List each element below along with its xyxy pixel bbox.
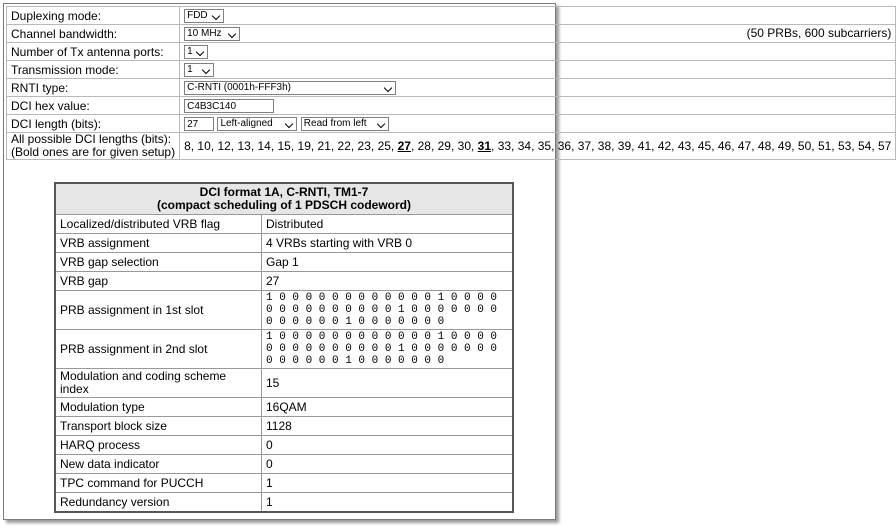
chevron-down-icon — [227, 28, 239, 40]
chevron-down-icon — [376, 118, 388, 130]
result-field-name: Modulation and coding scheme index — [55, 369, 262, 398]
bandwidth-label: Channel bandwidth: — [7, 25, 180, 43]
duplexing-value: FDD — [187, 10, 208, 22]
result-field-name: Localized/distributed VRB flag — [55, 215, 262, 234]
duplexing-select[interactable] — [184, 9, 224, 23]
result-field-name: VRB assignment — [55, 234, 262, 253]
bandwidth-note: (50 PRBs, 600 subcarriers) — [746, 26, 892, 41]
result-row — [55, 253, 513, 272]
result-field-value: 16QAM — [262, 398, 514, 417]
result-row — [55, 398, 513, 417]
antenna-value: 1 — [187, 46, 193, 58]
rnti-row — [7, 79, 896, 97]
antenna-row — [7, 43, 896, 61]
highlighted-length: 31 — [477, 138, 492, 153]
result-row — [55, 455, 513, 474]
result-field-value: 0 — [262, 455, 514, 474]
rnti-value: C-RNTI (0001h-FFF3h) — [187, 82, 291, 94]
alignment-value: Left-aligned — [220, 118, 273, 130]
rnti-select[interactable] — [184, 81, 396, 95]
result-field-value: 15 — [262, 369, 514, 398]
result-field-value: 27 — [262, 272, 514, 291]
result-field-name: TPC command for PUCCH — [55, 474, 262, 493]
result-row — [55, 436, 513, 455]
result-row — [55, 272, 513, 291]
chevron-down-icon — [284, 118, 296, 130]
tm-row — [7, 61, 896, 79]
possible-lengths-row — [7, 133, 896, 160]
dcilen-input[interactable]: 27 — [184, 117, 214, 131]
result-field-name: Modulation type — [55, 398, 262, 417]
result-field-name: New data indicator — [55, 455, 262, 474]
highlighted-length: 27 — [397, 138, 411, 153]
result-field-name: VRB gap — [55, 272, 262, 291]
bandwidth-value: 10 MHz — [187, 28, 222, 40]
tm-value: 1 — [187, 64, 193, 76]
result-field-value: 1128 — [262, 417, 514, 436]
possible-lengths-label: All possible DCI lengths (bits): (Bold ones are for given setup) — [7, 133, 180, 160]
dcilen-label: DCI length (bits): — [7, 115, 180, 133]
result-field-value: 4 VRBs starting with VRB 0 — [262, 234, 514, 253]
chevron-down-icon — [211, 10, 223, 22]
antenna-label: Number of Tx antenna ports: — [7, 43, 180, 61]
alignment-select[interactable] — [217, 117, 297, 131]
dcihex-label: DCI hex value: — [7, 97, 180, 115]
bandwidth-select[interactable] — [184, 27, 240, 41]
result-row — [55, 291, 513, 330]
result-row — [55, 234, 513, 253]
result-field-name: Transport block size — [55, 417, 262, 436]
result-field-value: Gap 1 — [262, 253, 514, 272]
tm-label: Transmission mode: — [7, 61, 180, 79]
result-field-name: PRB assignment in 1st slot — [55, 291, 262, 330]
result-field-value: 0 — [262, 436, 514, 455]
dci-input-form — [6, 6, 896, 160]
possible-lengths-values: 8, 10, 12, 13, 14, 15, 19, 21, 22, 23, 25, 27, 28, 29, 30, 31, 33, 34, 35, 36, 37, 38, 39, 41, 42, 43, 45, 46, 47, 48, 49, 50, 51, 53, 54, 57 — [180, 133, 896, 160]
rnti-label: RNTI type: — [7, 79, 180, 97]
chevron-down-icon — [383, 82, 395, 94]
result-field-name: PRB assignment in 2nd slot — [55, 330, 262, 369]
chevron-down-icon — [201, 64, 213, 76]
result-body — [55, 215, 513, 513]
dcihex-row — [7, 97, 896, 115]
dci-decode-result — [54, 182, 514, 513]
result-title: DCI format 1A, C-RNTI, TM1-7 (compact scheduling of 1 PDSCH codeword) — [55, 183, 513, 215]
dcihex-input[interactable]: C4B3C140 — [184, 99, 274, 113]
read-direction-select[interactable] — [301, 117, 389, 131]
result-row — [55, 474, 513, 493]
bandwidth-row — [7, 25, 896, 43]
result-row — [55, 215, 513, 234]
chevron-down-icon — [195, 46, 207, 58]
result-field-name: HARQ process — [55, 436, 262, 455]
duplexing-row — [7, 7, 896, 25]
tm-select[interactable] — [184, 63, 214, 77]
read-direction-value: Read from left — [303, 118, 367, 130]
result-field-value: 1 — [262, 474, 514, 493]
result-field-name: Redundancy version — [55, 493, 262, 513]
duplexing-label: Duplexing mode: — [7, 7, 180, 25]
result-field-value: 1 0 0 0 0 0 0 0 0 0 0 0 0 1 0 0 0 0 0 0 0 0 0 0 0 0 0 0 1 0 0 0 0 0 0 0 0 0 0 0 0 0 1 0 0 0 0 0 0 0 — [262, 291, 514, 330]
result-field-name: VRB gap selection — [55, 253, 262, 272]
result-row — [55, 417, 513, 436]
result-row — [55, 493, 513, 513]
result-row — [55, 330, 513, 369]
result-row — [55, 369, 513, 398]
result-field-value: 1 0 0 0 0 0 0 0 0 0 0 0 0 1 0 0 0 0 0 0 0 0 0 0 0 0 0 0 1 0 0 0 0 0 0 0 0 0 0 0 0 0 1 0 0 0 0 0 0 0 — [262, 330, 514, 369]
result-field-value: 1 — [262, 493, 514, 513]
antenna-select[interactable] — [184, 45, 208, 59]
result-field-value: Distributed — [262, 215, 514, 234]
dcilen-row — [7, 115, 896, 133]
